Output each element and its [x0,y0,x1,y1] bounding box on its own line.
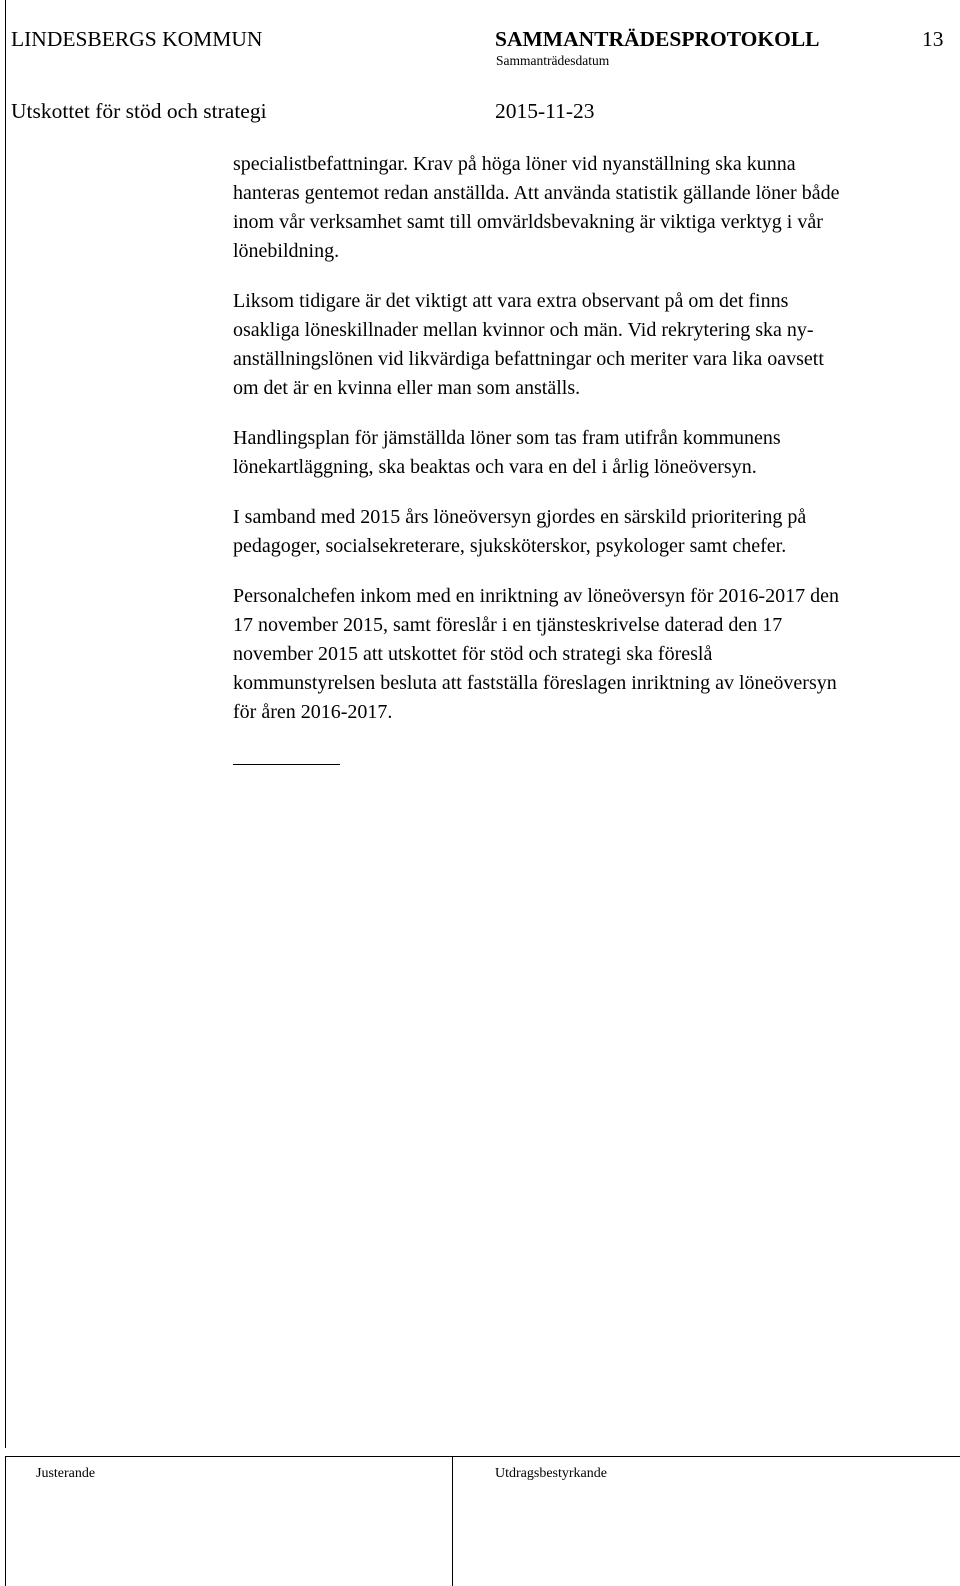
body-paragraph: Personalchefen inkom med en inriktning av löneöversyn för 2016-2017 den 17 november 2015, samt föreslår i en tjänsteskrivelse daterad den 17 november 2015 att utskottet för stöd och strategi ska föreslå kommunstyrelsen besluta att fastställa föreslagen inriktning av löneöversyn för åren 2016-2017. [233,585,839,723]
protocol-body [233,150,953,748]
footer-top-rule [5,1456,960,1457]
left-margin-rule [5,0,6,1448]
body-paragraph: I samband med 2015 års löneöversyn gjordes en särskild prioritering på pedagoger, socialsekreterare, sjuksköterskor, psykologer samt chefer. [233,506,807,557]
utdragsbestyrkande-label: Utdragsbestyrkande [495,1466,607,1481]
protocol-title: SAMMANTRÄDESPROTOKOLL [495,27,820,51]
footer-left-rule [5,1456,6,1586]
meeting-date: 2015-11-23 [495,99,595,123]
justerande-label: Justerande [36,1466,96,1481]
meeting-date-label: Sammanträdesdatum [496,53,610,68]
body-paragraph: Liksom tidigare är det viktigt att vara extra observant på om det finns osakliga löneskillnader mellan kvinnor och män. Vid rekrytering ska ny- anställningslönen vid likvärdiga befattningar och meriter vara lika oavsett om det är en kvinna eller man som anställs. [233,290,824,399]
committee-name: Utskottet för stöd och strategi [11,99,267,123]
section-end-line [233,764,340,765]
body-paragraph: specialistbefattningar. Krav på höga löner vid nyanställning ska kunna hanteras gentemot redan anställda. Att använda statistik gällande löner både inom vår verksamhet samt till omvärldsbevakning är viktiga verktyg i vår lönebildning. [233,153,840,262]
page-number: 13 [922,27,944,51]
municipality-name: LINDESBERGS KOMMUN [11,27,263,51]
body-paragraph: Handlingsplan för jämställda löner som tas fram utifrån kommunens lönekartläggning, ska beaktas och vara en del i årlig löneöversyn. [233,427,781,478]
footer-middle-rule [452,1456,453,1586]
